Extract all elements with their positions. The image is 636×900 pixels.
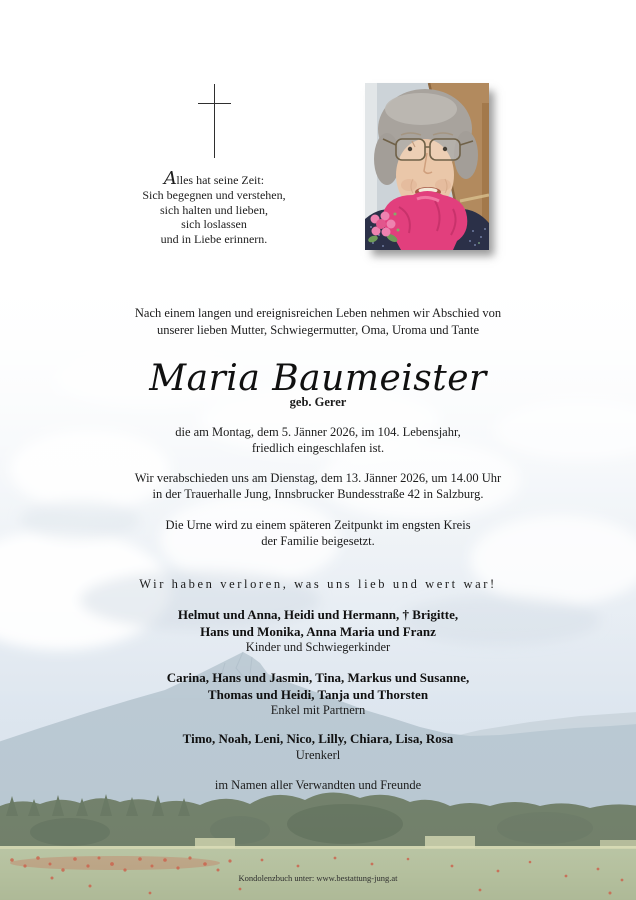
portrait-photo [365,83,489,250]
death-line-2: friedlich eingeschlafen ist. [251,441,385,455]
condolence-book-note: Kondolenzbuch unter: www.bestattung-jung.at [238,873,398,883]
farewell-line-2: in der Trauerhalle Jung, Innsbrucker Bundesstraße 42 in Salzburg. [152,487,484,501]
mourner-relation: Urenkerl [295,747,341,762]
intro-line-2: unserer lieben Mutter, Schwiegermutter, Oma, Uroma und Tante [156,323,480,337]
mourner-group-great-grandchildren [0,731,636,763]
urn-paragraph [0,517,636,549]
mourner-names-line: Carina, Hans und Jasmin, Tina, Markus und Susanne, [166,670,470,685]
mourner-group-grandchildren [0,670,636,719]
maiden-name: geb. Gerer [289,395,347,409]
memorial-quote [94,168,334,247]
urn-line-2: der Familie beigesetzt. [261,534,375,548]
intro-paragraph [0,305,636,339]
death-line-1: die am Montag, dem 5. Jänner 2026, im 104. Lebensjahr, [175,425,461,439]
mourner-names-line: Thomas und Heidi, Tanja und Thorsten [207,686,429,702]
quote-line-3: sich halten und lieben, [160,202,268,217]
quote-initial-letter: A [163,168,176,189]
closing-line: im Namen aller Verwandten und Freunde [214,778,422,792]
quote-line-5: und in Liebe erinnern. [160,232,268,247]
farewell-paragraph [0,470,636,502]
mourner-names-line: Hans und Monika, Anna Maria und Franz [200,623,436,639]
mourner-names-line: Timo, Noah, Leni, Nico, Lilly, Chiara, Lisa, Rosa [182,731,454,746]
quote-line-4: sich loslassen [181,217,247,232]
farewell-line-1: Wir verabschieden uns am Dienstag, dem 13. Jänner 2026, um 14.00 Uhr [134,471,502,485]
death-notice-paragraph [0,424,636,456]
mourner-relation: Kinder und Schwiegerkinder [245,640,391,654]
intro-line-1: Nach einem langen und ereignisreichen Leben nehmen wir Abschied von [134,306,502,320]
deceased-name: Maria Baumeister [149,358,487,399]
quote-line-2: Sich begegnen und verstehen, [142,187,286,202]
mourner-group-children [0,607,636,656]
urn-line-1: Die Urne wird zu einem späteren Zeitpunkt im engsten Kreis [165,518,471,532]
mourner-relation: Enkel mit Partnern [270,703,366,717]
mourner-names-line: Helmut und Anna, Heidi und Hermann, † Brigitte, [177,607,459,622]
motto-line: Wir haben verloren, was uns lieb und wert war! [139,577,497,591]
quote-line-1: Alles hat seine Zeit: [163,168,265,189]
